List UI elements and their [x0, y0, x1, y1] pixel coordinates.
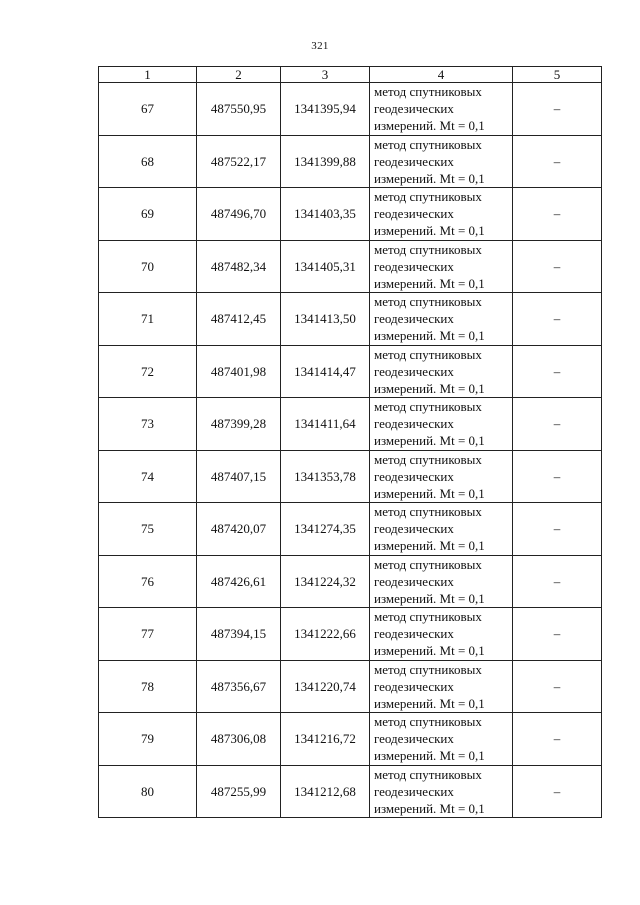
method-line: геодезических [374, 153, 454, 169]
y-coordinate-cell: 1341405,31 [281, 240, 370, 293]
method-cell [370, 555, 513, 608]
method-line: измерений. Mt = 0,1 [374, 748, 485, 764]
method-line: геодезических [374, 468, 454, 484]
table-row [99, 240, 602, 293]
coordinates-table [98, 66, 602, 818]
table-row [99, 188, 602, 241]
x-coordinate-cell: 487420,07 [197, 503, 281, 556]
y-coordinate-cell: 1341222,66 [281, 608, 370, 661]
point-number-cell: 79 [99, 713, 197, 766]
method-line: геодезических [374, 573, 454, 589]
y-coordinate-cell: 1341220,74 [281, 660, 370, 713]
method-line: метод спутниковых [374, 189, 482, 205]
note-cell: – [513, 240, 602, 293]
point-number-cell: 75 [99, 503, 197, 556]
point-number-cell: 77 [99, 608, 197, 661]
method-line: измерений. Mt = 0,1 [374, 538, 485, 554]
table-row [99, 83, 602, 136]
method-line: метод спутниковых [374, 609, 482, 625]
header-cell-2: 2 [197, 67, 281, 83]
y-coordinate-cell: 1341395,94 [281, 83, 370, 136]
x-coordinate-cell: 487522,17 [197, 135, 281, 188]
header-cell-5: 5 [513, 67, 602, 83]
header-cell-1: 1 [99, 67, 197, 83]
method-line: измерений. Mt = 0,1 [374, 170, 485, 186]
method-line: метод спутниковых [374, 451, 482, 467]
method-line: измерений. Mt = 0,1 [374, 485, 485, 501]
method-cell [370, 398, 513, 451]
x-coordinate-cell: 487496,70 [197, 188, 281, 241]
method-line: метод спутниковых [374, 346, 482, 362]
point-number-cell: 68 [99, 135, 197, 188]
y-coordinate-cell: 1341413,50 [281, 293, 370, 346]
point-number-cell: 67 [99, 83, 197, 136]
table-row [99, 608, 602, 661]
method-cell [370, 83, 513, 136]
x-coordinate-cell: 487401,98 [197, 345, 281, 398]
table-row [99, 398, 602, 451]
note-cell: – [513, 503, 602, 556]
note-cell: – [513, 555, 602, 608]
page-number: 321 [311, 40, 329, 52]
method-line: геодезических [374, 258, 454, 274]
x-coordinate-cell: 487356,67 [197, 660, 281, 713]
method-cell [370, 135, 513, 188]
method-line: измерений. Mt = 0,1 [374, 118, 485, 134]
method-line: геодезических [374, 206, 454, 222]
note-cell: – [513, 188, 602, 241]
note-cell: – [513, 293, 602, 346]
point-number-cell: 78 [99, 660, 197, 713]
method-line: измерений. Mt = 0,1 [374, 643, 485, 659]
method-line: геодезических [374, 311, 454, 327]
method-line: геодезических [374, 363, 454, 379]
note-cell: – [513, 660, 602, 713]
point-number-cell: 74 [99, 450, 197, 503]
x-coordinate-cell: 487306,08 [197, 713, 281, 766]
point-number-cell: 71 [99, 293, 197, 346]
method-line: измерений. Mt = 0,1 [374, 433, 485, 449]
method-line: измерений. Mt = 0,1 [374, 590, 485, 606]
table-body [99, 67, 602, 818]
method-line: метод спутниковых [374, 504, 482, 520]
method-cell [370, 503, 513, 556]
point-number-cell: 72 [99, 345, 197, 398]
y-coordinate-cell: 1341411,64 [281, 398, 370, 451]
method-line: метод спутниковых [374, 294, 482, 310]
method-line: метод спутниковых [374, 556, 482, 572]
method-line: метод спутниковых [374, 766, 482, 782]
x-coordinate-cell: 487426,61 [197, 555, 281, 608]
x-coordinate-cell: 487407,15 [197, 450, 281, 503]
table-row [99, 555, 602, 608]
method-cell [370, 713, 513, 766]
note-cell: – [513, 345, 602, 398]
table-row [99, 713, 602, 766]
method-line: геодезических [374, 626, 454, 642]
table-row [99, 450, 602, 503]
note-cell: – [513, 450, 602, 503]
table-row [99, 503, 602, 556]
table-row [99, 660, 602, 713]
method-line: метод спутниковых [374, 136, 482, 152]
table-row [99, 765, 602, 818]
method-cell [370, 608, 513, 661]
method-line: геодезических [374, 678, 454, 694]
y-coordinate-cell: 1341414,47 [281, 345, 370, 398]
method-line: геодезических [374, 521, 454, 537]
header-cell-3: 3 [281, 67, 370, 83]
x-coordinate-cell: 487394,15 [197, 608, 281, 661]
header-cell-4: 4 [370, 67, 513, 83]
note-cell: – [513, 398, 602, 451]
method-line: измерений. Mt = 0,1 [374, 328, 485, 344]
note-cell: – [513, 608, 602, 661]
note-cell: – [513, 83, 602, 136]
x-coordinate-cell: 487482,34 [197, 240, 281, 293]
note-cell: – [513, 765, 602, 818]
method-cell [370, 450, 513, 503]
method-cell [370, 240, 513, 293]
method-cell [370, 188, 513, 241]
method-line: метод спутниковых [374, 399, 482, 415]
method-line: геодезических [374, 783, 454, 799]
table-row [99, 135, 602, 188]
table-row [99, 345, 602, 398]
method-cell [370, 345, 513, 398]
point-number-cell: 73 [99, 398, 197, 451]
point-number-cell: 80 [99, 765, 197, 818]
method-cell [370, 293, 513, 346]
method-line: метод спутниковых [374, 84, 482, 100]
method-line: измерений. Mt = 0,1 [374, 275, 485, 291]
point-number-cell: 70 [99, 240, 197, 293]
method-cell [370, 660, 513, 713]
point-number-cell: 76 [99, 555, 197, 608]
y-coordinate-cell: 1341212,68 [281, 765, 370, 818]
method-line: измерений. Mt = 0,1 [374, 695, 485, 711]
method-line: метод спутниковых [374, 714, 482, 730]
point-number-cell: 69 [99, 188, 197, 241]
x-coordinate-cell: 487255,99 [197, 765, 281, 818]
y-coordinate-cell: 1341403,35 [281, 188, 370, 241]
header-row [99, 67, 602, 83]
y-coordinate-cell: 1341353,78 [281, 450, 370, 503]
method-line: метод спутниковых [374, 241, 482, 257]
x-coordinate-cell: 487399,28 [197, 398, 281, 451]
method-line: геодезических [374, 101, 454, 117]
note-cell: – [513, 135, 602, 188]
method-line: геодезических [374, 416, 454, 432]
method-cell [370, 765, 513, 818]
method-line: измерений. Mt = 0,1 [374, 223, 485, 239]
x-coordinate-cell: 487412,45 [197, 293, 281, 346]
method-line: геодезических [374, 731, 454, 747]
y-coordinate-cell: 1341274,35 [281, 503, 370, 556]
note-cell: – [513, 713, 602, 766]
method-line: метод спутниковых [374, 661, 482, 677]
method-line: измерений. Mt = 0,1 [374, 380, 485, 396]
y-coordinate-cell: 1341216,72 [281, 713, 370, 766]
y-coordinate-cell: 1341399,88 [281, 135, 370, 188]
y-coordinate-cell: 1341224,32 [281, 555, 370, 608]
table-row [99, 293, 602, 346]
x-coordinate-cell: 487550,95 [197, 83, 281, 136]
method-line: измерений. Mt = 0,1 [374, 800, 485, 816]
